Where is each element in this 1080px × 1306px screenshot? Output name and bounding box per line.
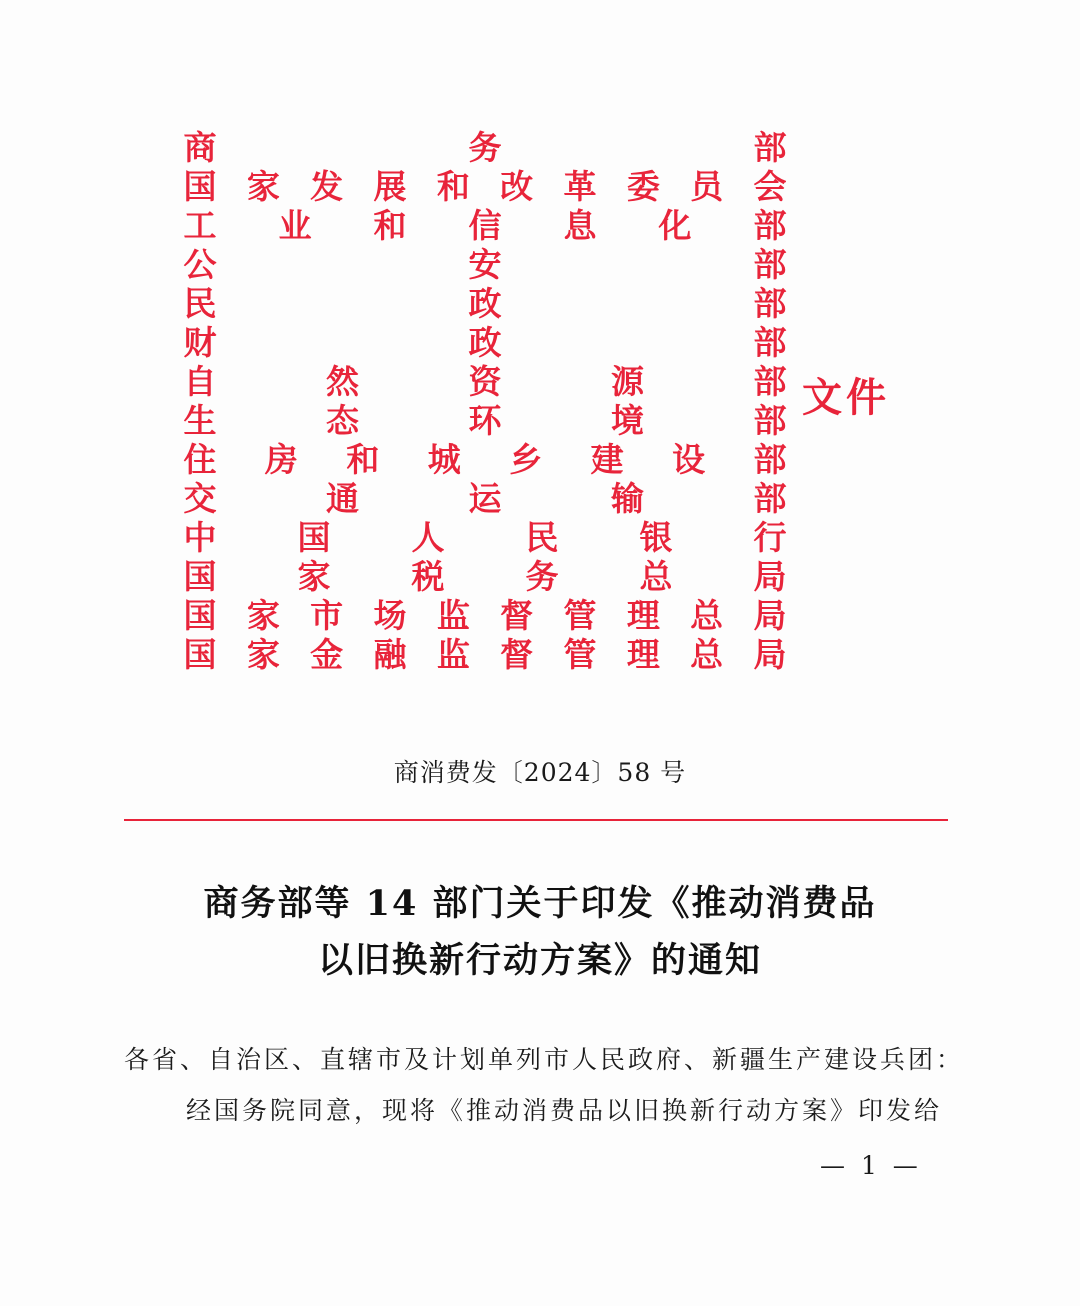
masthead-char: 住 bbox=[183, 440, 217, 479]
masthead-char: 房 bbox=[264, 440, 298, 479]
masthead-char: 融 bbox=[373, 635, 407, 674]
masthead-char: 国 bbox=[183, 557, 217, 596]
masthead-char: 国 bbox=[297, 518, 331, 557]
masthead-char: 银 bbox=[639, 518, 673, 557]
masthead-char: 民 bbox=[525, 518, 559, 557]
masthead-char: 政 bbox=[468, 284, 502, 323]
masthead-char: 通 bbox=[326, 479, 359, 518]
masthead-char: 输 bbox=[611, 479, 644, 518]
document-title-line-1: 商务部等 14 部门关于印发《推动消费品 bbox=[203, 883, 877, 924]
masthead-char: 设 bbox=[672, 440, 706, 479]
salutation: 各省、自治区、直辖市及计划单列市人民政府、新疆生产建设兵团： bbox=[124, 1045, 965, 1074]
masthead-row bbox=[180, 401, 790, 440]
masthead-char: 民 bbox=[183, 284, 217, 323]
masthead-char: 资 bbox=[468, 362, 502, 401]
masthead-row bbox=[180, 596, 790, 635]
masthead-char: 态 bbox=[326, 401, 359, 440]
masthead-char: 部 bbox=[753, 479, 787, 518]
masthead-char: 理 bbox=[626, 635, 660, 674]
masthead-char: 金 bbox=[310, 635, 344, 674]
masthead-char: 务 bbox=[525, 557, 559, 596]
masthead-char: 督 bbox=[500, 635, 534, 674]
body-paragraph: 经国务院同意，现将《推动消费品以旧换新行动方案》印发给 bbox=[186, 1096, 943, 1125]
issuing-agencies-masthead bbox=[180, 128, 790, 674]
masthead-char: 家 bbox=[246, 635, 280, 674]
masthead-char: 监 bbox=[436, 596, 470, 635]
masthead-char: 国 bbox=[183, 167, 217, 206]
masthead-char: 部 bbox=[753, 401, 787, 440]
document-title-line-2: 以旧换新行动方案》的通知 bbox=[317, 940, 762, 981]
masthead-char: 建 bbox=[590, 440, 624, 479]
masthead-char: 务 bbox=[468, 128, 502, 167]
masthead-row bbox=[180, 518, 790, 557]
masthead-char: 工 bbox=[183, 206, 217, 245]
masthead-char: 国 bbox=[183, 596, 217, 635]
masthead-char: 行 bbox=[753, 518, 787, 557]
page-number: — 1 — bbox=[820, 1151, 922, 1180]
masthead-row bbox=[180, 245, 790, 284]
masthead-char: 税 bbox=[411, 557, 445, 596]
masthead-char: 生 bbox=[183, 401, 217, 440]
masthead-char: 环 bbox=[468, 401, 502, 440]
masthead-char: 管 bbox=[563, 635, 597, 674]
document-number: 商消费发〔2024〕58 号 bbox=[393, 758, 687, 787]
masthead-char: 然 bbox=[326, 362, 359, 401]
masthead-char: 局 bbox=[753, 596, 787, 635]
masthead-char: 局 bbox=[753, 557, 787, 596]
masthead-char: 监 bbox=[436, 635, 470, 674]
masthead-char: 息 bbox=[563, 206, 597, 245]
masthead-char: 交 bbox=[183, 479, 217, 518]
masthead-char: 督 bbox=[500, 596, 534, 635]
masthead-char: 人 bbox=[411, 518, 445, 557]
masthead-char: 家 bbox=[246, 167, 280, 206]
masthead-char: 总 bbox=[690, 635, 724, 674]
masthead-char: 总 bbox=[639, 557, 673, 596]
masthead-row bbox=[180, 128, 790, 167]
masthead-char: 国 bbox=[183, 635, 217, 674]
masthead-char: 城 bbox=[427, 440, 461, 479]
masthead-char: 市 bbox=[310, 596, 344, 635]
masthead-char: 家 bbox=[246, 596, 280, 635]
masthead-char: 源 bbox=[611, 362, 644, 401]
masthead-char: 和 bbox=[436, 167, 470, 206]
masthead-char: 自 bbox=[183, 362, 217, 401]
masthead-char: 部 bbox=[753, 206, 787, 245]
masthead-char: 信 bbox=[468, 206, 502, 245]
masthead-char: 和 bbox=[346, 440, 380, 479]
masthead-char: 中 bbox=[183, 518, 217, 557]
masthead-row bbox=[180, 167, 790, 206]
masthead-char: 部 bbox=[753, 284, 787, 323]
masthead-char: 革 bbox=[563, 167, 597, 206]
masthead-char: 理 bbox=[626, 596, 660, 635]
masthead-char: 政 bbox=[468, 323, 502, 362]
masthead-char: 发 bbox=[310, 167, 344, 206]
masthead-char: 业 bbox=[278, 206, 312, 245]
masthead-char: 委 bbox=[626, 167, 660, 206]
masthead-row bbox=[180, 323, 790, 362]
masthead-char: 财 bbox=[183, 323, 217, 362]
masthead-char: 部 bbox=[753, 128, 787, 167]
masthead-char: 会 bbox=[753, 167, 787, 206]
masthead-char: 家 bbox=[297, 557, 331, 596]
masthead-char: 员 bbox=[690, 167, 724, 206]
masthead-char: 部 bbox=[753, 323, 787, 362]
masthead-row bbox=[180, 635, 790, 674]
masthead-row bbox=[180, 557, 790, 596]
masthead-char: 安 bbox=[468, 245, 502, 284]
masthead-row bbox=[180, 440, 790, 479]
red-separator-line bbox=[124, 819, 948, 821]
masthead-char: 部 bbox=[753, 440, 787, 479]
masthead-row bbox=[180, 479, 790, 518]
masthead-char: 场 bbox=[373, 596, 407, 635]
masthead-row bbox=[180, 362, 790, 401]
masthead-char: 展 bbox=[373, 167, 407, 206]
masthead-char: 商 bbox=[183, 128, 217, 167]
masthead-char: 部 bbox=[753, 245, 787, 284]
masthead-char: 局 bbox=[753, 635, 787, 674]
masthead-char: 和 bbox=[373, 206, 407, 245]
masthead-char: 化 bbox=[658, 206, 692, 245]
masthead-char: 运 bbox=[468, 479, 502, 518]
masthead-char: 部 bbox=[753, 362, 787, 401]
masthead-row bbox=[180, 284, 790, 323]
document-suffix: 文件 bbox=[802, 374, 890, 421]
masthead-char: 管 bbox=[563, 596, 597, 635]
masthead-char: 乡 bbox=[509, 440, 543, 479]
masthead-char: 改 bbox=[500, 167, 534, 206]
masthead-char: 公 bbox=[183, 245, 217, 284]
masthead-row bbox=[180, 206, 790, 245]
masthead-char: 境 bbox=[611, 401, 644, 440]
masthead-char: 总 bbox=[690, 596, 724, 635]
